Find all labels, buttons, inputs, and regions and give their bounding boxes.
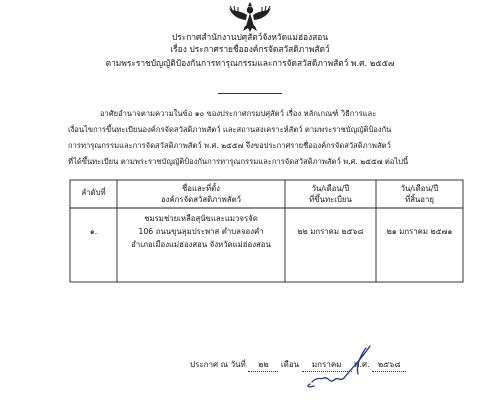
announced-label: ประกาศ ณ วันที่ <box>190 360 246 369</box>
year-label: พ.ศ. <box>354 360 370 369</box>
header-line-1: ประกาศสำนักงานปศุสัตว์จังหวัดแม่ฮ่องสอน <box>171 32 329 42</box>
row-name-line-1: ชมรมช่วยเหลือสุนัขและแมวจรจัด <box>144 214 258 223</box>
body-line-3: การทารุณกรรมและการจัดสวัสดิภาพสัตว์ พ.ศ. ๒๕๕๗ จึงขอประกาศรายชื่อองค์กรจัดสวัสดิภาพสัตว์ <box>68 141 391 150</box>
col-header-expires-1: วัน/เดือน/ปี <box>400 184 439 193</box>
row-registered-date: ๒๒ มกราคม ๒๕๖๘ <box>297 227 364 236</box>
col-header-registered-1: วัน/เดือน/ปี <box>311 184 350 193</box>
col-header-expires-2: ที่สิ้นอายุ <box>405 195 434 204</box>
col-header-name-1: ชื่อและที่ตั้ง <box>182 184 220 193</box>
signature-mark <box>300 340 380 390</box>
month-label: เดือน <box>280 360 300 369</box>
row-name-line-2: 106 ถนนขุนลุมประพาส ตำบลจองคำ <box>138 227 264 236</box>
body-line-2: เงื่อนไขการขึ้นทะเบียนองค์กรจัดสวัสดิภาพสัตว์ และสถานสงเคราะห์สัตว์ ตามพระราชบัญญัติป้องกัน <box>68 125 392 134</box>
col-header-registered-2: ที่ขึ้นทะเบียน <box>309 195 352 204</box>
row-name-line-3: อำเภอเมืองแม่ฮ่องสอน จังหวัดแม่ฮ่องสอน <box>131 240 271 249</box>
body-line-1: อาศัยอำนาจตามความในข้อ ๑๐ ของประกาศกรมปศุสัตว์ เรื่อง หลักเกณฑ์ วิธีการและ <box>100 109 377 118</box>
row-number: ๑. <box>89 227 98 236</box>
header-line-2: เรื่อง ประกาศรายชื่อองค์กรจัดสวัสดิภาพสัตว์ <box>170 44 330 54</box>
body-line-4: ที่ได้ขึ้นทะเบียน ตามพระราชบัญญัติป้องกันการทารุณกรรมและการจัดสวัสดิภาพสัตว์ พ.ศ. ๒๕๕๗ ต่อไปนี้ <box>68 157 409 166</box>
header-line-3: ตามพระราชบัญญัติป้องกันการทารุณกรรมและการจัดสวัสดิภาพสัตว์ พ.ศ. ๒๕๕๗ <box>105 58 395 68</box>
col-header-number: ลำดับที่ <box>81 188 106 197</box>
announced-month: มกราคม <box>302 358 352 372</box>
col-header-name-2: องค์กรจัดสวัสดิภาพสัตว์ <box>160 195 242 204</box>
announced-year: ๒๕๖๘ <box>372 358 406 372</box>
row-expiry-date: ๒๑ มกราคม ๒๕๗๑ <box>386 227 453 236</box>
announced-day: ๒๒ <box>248 358 278 372</box>
